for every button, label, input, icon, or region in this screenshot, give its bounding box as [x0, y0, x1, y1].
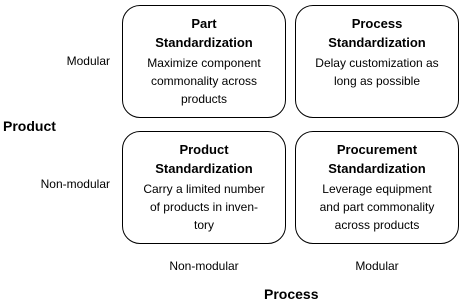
- part-standardization-title: Part Standardization: [155, 16, 253, 50]
- column-label-non-modular: Non-modular: [169, 259, 239, 273]
- row-label-non-modular: Non-modular: [40, 177, 110, 191]
- process-standardization-description: Delay customization as long as possible: [315, 56, 439, 88]
- horizontal-axis-title: Process: [264, 286, 319, 302]
- procurement-standardization-box: [295, 131, 459, 244]
- procurement-standardization-description: Leverage equipment and part commonality across products: [319, 182, 435, 232]
- vertical-axis-title: Product: [3, 118, 56, 134]
- row-label-modular: Modular: [66, 54, 110, 68]
- process-standardization-title: Process Standardization: [328, 16, 426, 50]
- part-standardization-description: Maximize component commonality across products: [147, 56, 261, 106]
- procurement-standardization-title: Procurement Standardization: [328, 142, 426, 176]
- process-standardization-box: [295, 5, 459, 118]
- product-standardization-title: Product Standardization: [155, 142, 253, 176]
- product-standardization-box: [122, 131, 286, 244]
- column-label-modular: Modular: [355, 259, 399, 273]
- product-standardization-description: Carry a limited number of products in inven- tory: [143, 182, 265, 232]
- part-standardization-box: [122, 5, 286, 118]
